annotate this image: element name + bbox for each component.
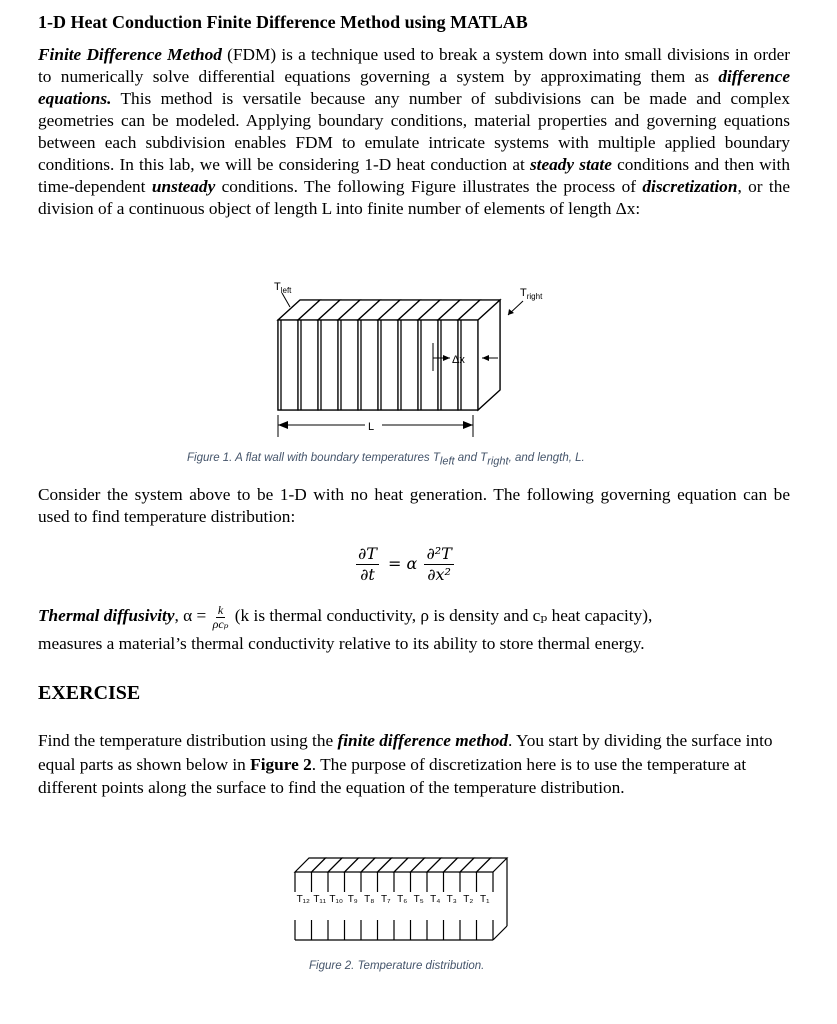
intro-text-1: (FDM) is a technique used to break a system down into small divisions in order to numerically solve differential equations governing a system by approximating them as bbox=[38, 45, 791, 86]
figure2-temperature-label: T₃ bbox=[446, 894, 457, 905]
figure2-temperature-label: T₁₀ bbox=[329, 894, 344, 905]
page-title: 1-D Heat Conduction Finite Difference Method using MATLAB bbox=[38, 12, 528, 32]
exercise-figure-ref: Figure 2 bbox=[250, 754, 312, 774]
figure2-temperature-label: T₅ bbox=[413, 894, 424, 905]
exercise-heading: EXERCISE bbox=[38, 682, 141, 704]
figure2-labels bbox=[297, 894, 491, 905]
figure2-temperature-label: T₈ bbox=[364, 894, 375, 905]
figure2-slab-top bbox=[460, 858, 491, 872]
intro-term-difference: difference equations. bbox=[38, 67, 790, 108]
figure1-t-left: $T_{left}$ bbox=[274, 281, 292, 295]
intro-text-5: , or the division of a continuous object of length L into finite number of elements of length Δx: bbox=[38, 177, 791, 218]
intro-term-steady: steady state bbox=[529, 155, 612, 174]
figure2-slab-top bbox=[345, 858, 376, 872]
figure2-temperature-label: T₉ bbox=[347, 894, 358, 905]
heat-equation: $\frac{\partial T}{\partial t}$ = α $\frac{\text{∂²T}}{\text{∂x²}}$ bbox=[358, 544, 452, 584]
figure2-slab-top bbox=[312, 858, 343, 872]
figure1-caption: Figure 1. A flat wall with boundary temperatures $T_{left}$ and $T_{right}$, and length, L. bbox=[187, 452, 585, 468]
figure2-slab-top bbox=[394, 858, 425, 872]
figure2-temperature-label: T₆ bbox=[397, 894, 408, 905]
figure1-dx-label: Δx bbox=[452, 354, 465, 366]
figure2-slab-top bbox=[411, 858, 442, 872]
figure1-length-dimension bbox=[278, 415, 473, 437]
figure2-temperature-label: T₁₂ bbox=[296, 894, 310, 905]
figure1-length-label: L bbox=[368, 421, 375, 433]
diffusivity-term: Thermal diffusivity bbox=[38, 606, 175, 625]
figure2-temperature-label: T₂ bbox=[463, 894, 474, 905]
figure2-temperature-label: T₄ bbox=[430, 894, 441, 905]
intro-text-4: conditions. The following Figure illustrates the process of bbox=[215, 177, 643, 196]
figure2-temperature-label: T₁₁ bbox=[313, 894, 327, 905]
figure2-temperature-label: T₇ bbox=[380, 894, 391, 905]
figure2-slab-top bbox=[427, 858, 458, 872]
diffusivity-paragraph: Thermal diffusivity, α = $\frac{k}{\text{ρcₚ}}$ (k is thermal conductivity, ρ is density and cₚ heat capacity), measures a material’s thermal conductivity relative to its ability to store thermal energy. bbox=[38, 602, 653, 653]
figure2-slab-top bbox=[444, 858, 475, 872]
intro-text-3: conditions and then with time-dependent bbox=[38, 155, 790, 196]
figure1-slabs bbox=[278, 300, 500, 410]
figure2-caption: Figure 2. Temperature distribution. bbox=[309, 960, 485, 972]
figure1-t-left-pointer bbox=[282, 293, 290, 307]
governing-equation-intro: Consider the system above to be 1-D with no heat generation. The following governing equation can be used to find temperature distribution: bbox=[38, 485, 790, 526]
intro-text-2: This method is versatile because any number of subdivisions can be made and complex geometries can be modeled. Applying boundary conditions, material properties and governing equations between each subdivision enables FDM to emulate intricate systems with multiple applied boundary conditions. In this lab, we will be considering 1-D heat conduction at bbox=[38, 89, 790, 174]
figure2-temperature-diagram bbox=[285, 850, 515, 950]
figure1-wall-diagram bbox=[230, 275, 570, 445]
figure2-slab-top bbox=[361, 858, 392, 872]
exercise-term-fdm: finite difference method bbox=[337, 731, 509, 750]
figure2-temperature-label: T₁ bbox=[480, 894, 490, 905]
figure1-t-right: $T_{right}$ bbox=[520, 287, 543, 301]
figure2-slab-top bbox=[328, 858, 359, 872]
intro-term-discretization: discretization bbox=[642, 177, 738, 196]
intro-term-fdm: Finite Difference Method bbox=[38, 45, 222, 64]
exercise-paragraph: Find the temperature distribution using the finite difference method. You start by dividing the surface into equal parts as shown below in Figure 2. The purpose of discretization here is to use the temperature at different points along the surface to find the equation of the temperature distribution. bbox=[38, 731, 773, 797]
figure2-slab-top bbox=[295, 858, 326, 872]
intro-paragraph bbox=[38, 44, 790, 220]
intro-term-unsteady: unsteady bbox=[151, 177, 216, 196]
figure2-slab-top bbox=[378, 858, 409, 872]
figure2-slab-top bbox=[477, 858, 508, 872]
